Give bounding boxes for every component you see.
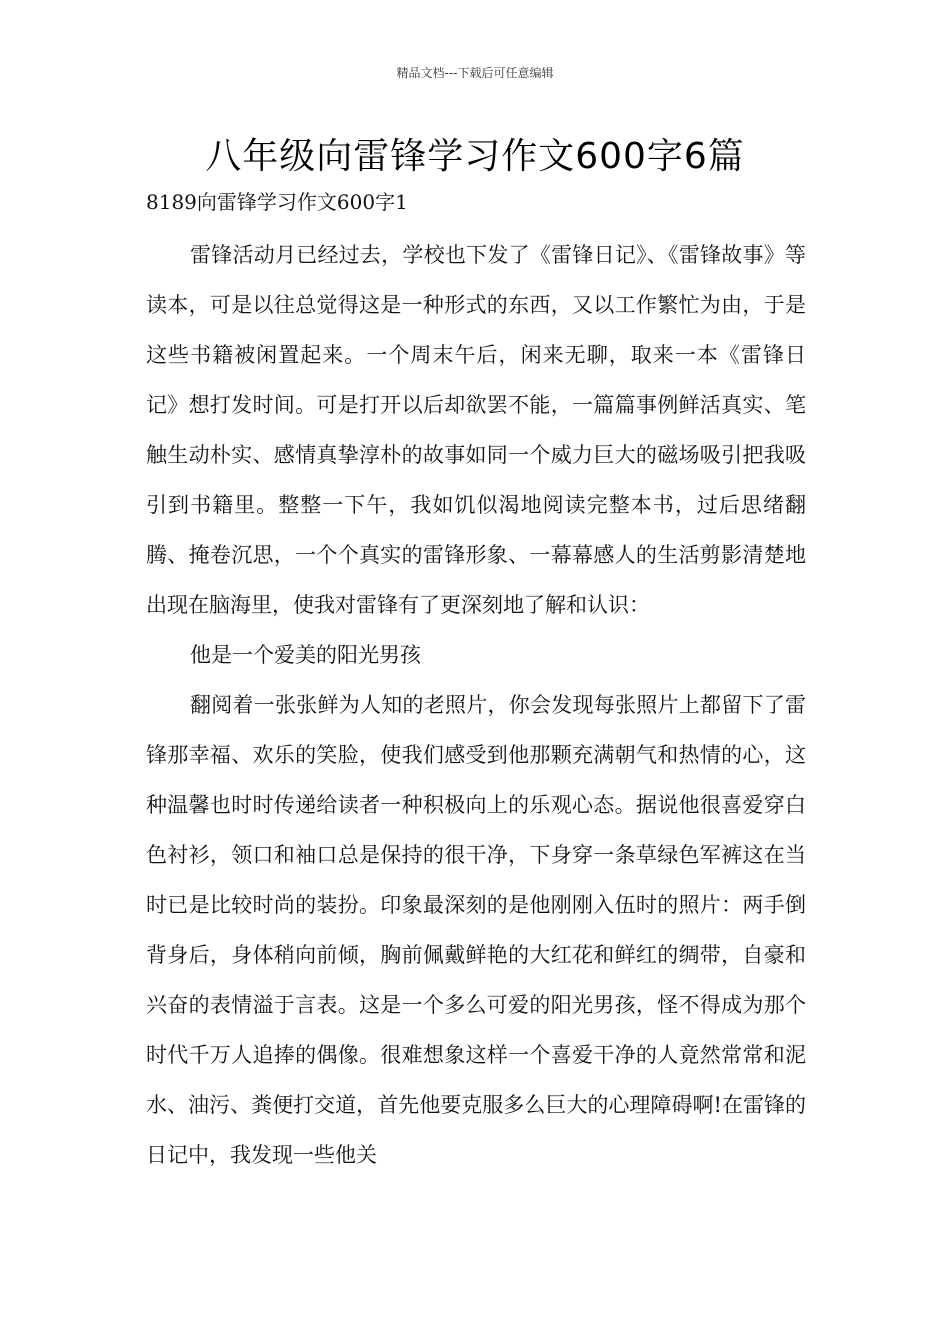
- essay-body: [146, 230, 806, 1180]
- essay-subheading: 8189向雷锋学习作文600字1: [146, 190, 408, 214]
- paragraph-section-heading: 他是一个爱美的阳光男孩: [190, 643, 421, 667]
- header-note: 精品文档---下载后可任意编辑: [396, 66, 554, 80]
- paragraph-intro: 雷锋活动月已经过去，学校也下发了《雷锋日记》、《雷锋故事》等读本，可是以往总觉得这是一种形式的东西，又以工作繁忙为由，于是这些书籍被闲置起来。一个周末午后，闲来无聊，取来一本《雷锋日记》想打发时间。可是打开以后却欲罢不能，一篇篇事例鲜活真实、笔触生动朴实、感情真挚淳朴的故事如同一个威力巨大的磁场吸引把我吸引到书籍里。整整一下午，我如饥似渴地阅读完整本书，过后思绪翻腾、掩卷沉思，一个个真实的雷锋形象、一幕幕感人的生活剪影清楚地出现在脑海里，使我对雷锋有了更深刻地了解和认识：: [146, 243, 806, 617]
- paragraph-photos: 翻阅着一张张鲜为人知的老照片，你会发现每张照片上都留下了雷锋那幸福、欢乐的笑脸，使我们感受到他那颗充满朝气和热情的心，这种温馨也时时传递给读者一种积极向上的乐观心态。据说他很喜爱穿白色衬衫，领口和袖口总是保持的很干净，下身穿一条草绿色军裤这在当时已是比较时尚的装扮。印象最深刻的是他刚刚入伍时的照片：两手倒背身后，身体稍向前倾，胸前佩戴鲜艳的大红花和鲜红的绸带，自豪和兴奋的表情溢于言表。这是一个多么可爱的阳光男孩，怪不得成为那个时代千万人追捧的偶像。很难想象这样一个喜爱干净的人竟然常常和泥水、油污、粪便打交道，首先他要克服多么巨大的心理障碍啊!在雷锋的日记中，我发现一些他关: [146, 693, 806, 1167]
- document-title: 八年级向雷锋学习作文600字6篇: [205, 136, 745, 177]
